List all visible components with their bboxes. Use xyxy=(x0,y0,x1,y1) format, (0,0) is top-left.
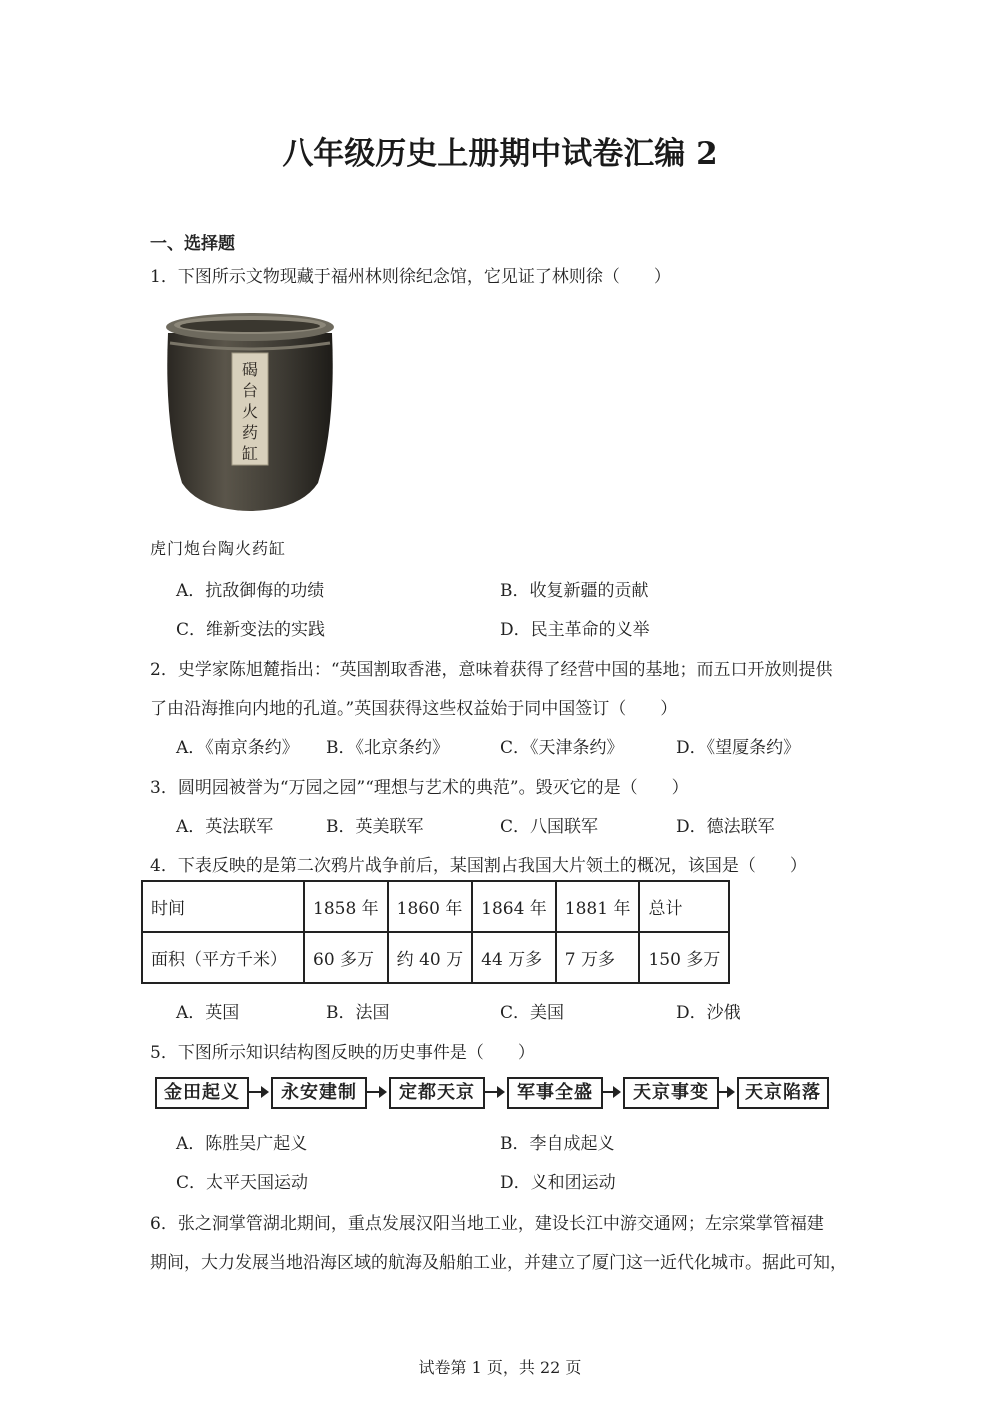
question-4-stem: 4．下表反映的是第二次鸦片战争前后，某国割占我国大片领土的概况，该国是（ ） xyxy=(150,856,807,876)
flow-step: 定都天京 xyxy=(389,1077,485,1109)
q5-option-d[interactable]: D．义和团运动 xyxy=(500,1173,616,1193)
question-2-stem-line2: 了由沿海推向内地的孔道。”英国获得这些权益始于同中国签订（ ） xyxy=(150,699,678,719)
flow-step: 永安建制 xyxy=(271,1077,367,1109)
q3-option-d[interactable]: D．德法联军 xyxy=(676,817,775,837)
q3-option-b[interactable]: B．英美联军 xyxy=(326,817,424,837)
arrow-right-icon xyxy=(367,1091,385,1093)
q1-option-b[interactable]: B．收复新疆的贡献 xyxy=(500,581,649,601)
flow-step: 军事全盛 xyxy=(507,1077,603,1109)
table-row xyxy=(142,932,729,983)
table-cell: 1860 年 xyxy=(388,881,472,932)
q5-option-c[interactable]: C．太平天国运动 xyxy=(176,1173,309,1193)
q1-option-c[interactable]: C．维新变法的实践 xyxy=(176,620,326,640)
flow-step: 天京陷落 xyxy=(737,1077,829,1109)
table-cell: 1881 年 xyxy=(556,881,640,932)
table-cell: 1864 年 xyxy=(472,881,556,932)
q4-option-b[interactable]: B．法国 xyxy=(326,1003,390,1023)
question-3-stem: 3．圆明园被誉为“万园之园”“理想与艺术的典范”。毁灭它的是（ ） xyxy=(150,778,689,798)
table-cell: 7 万多 xyxy=(556,932,640,983)
question-6-stem-line1: 6．张之洞掌管湖北期间，重点发展汉阳当地工业，建设长江中游交通网；左宗棠掌管福建 xyxy=(150,1214,824,1234)
figure-caption: 虎门炮台陶火药缸 xyxy=(150,539,287,558)
jar-label-text xyxy=(242,360,258,463)
table-cell: 1858 年 xyxy=(304,881,388,932)
page-title: 八年级历史上册期中试卷汇编 2 xyxy=(282,136,718,172)
q1-option-a[interactable]: A．抗敌御侮的功绩 xyxy=(176,581,325,601)
q2-option-d[interactable]: D．《望厦条约》 xyxy=(676,738,801,758)
table-cell: 总计 xyxy=(639,881,729,932)
question-5-stem: 5．下图所示知识结构图反映的历史事件是（ ） xyxy=(150,1043,535,1063)
question-6-stem-line2: 期间，大力发展当地沿海区域的航海及船舶工业，并建立了厦门这一近代化城市。据此可知， xyxy=(150,1253,847,1273)
flow-step: 天京事变 xyxy=(623,1077,719,1109)
q1-option-d[interactable]: D．民主革命的义举 xyxy=(500,620,650,640)
q3-option-a[interactable]: A．英法联军 xyxy=(176,817,274,837)
q2-option-a[interactable]: A．《南京条约》 xyxy=(176,738,299,758)
q2-option-c[interactable]: C．《天津条约》 xyxy=(500,738,624,758)
q2-option-b[interactable]: B．《北京条约》 xyxy=(326,738,449,758)
q4-option-c[interactable]: C．美国 xyxy=(500,1003,565,1023)
arrow-right-icon xyxy=(249,1091,267,1093)
table-cell: 时间 xyxy=(142,881,304,932)
table-cell: 60 多万 xyxy=(304,932,388,983)
arrow-right-icon xyxy=(603,1091,619,1093)
arrow-right-icon xyxy=(719,1091,733,1093)
table-cell: 约 40 万 xyxy=(388,932,472,983)
question-2-stem-line1: 2．史学家陈旭麓指出：“英国割取香港，意味着获得了经营中国的基地；而五口开放则提供 xyxy=(150,660,833,680)
arrow-right-icon xyxy=(485,1091,503,1093)
q3-option-c[interactable]: C．八国联军 xyxy=(500,817,599,837)
flow-step: 金田起义 xyxy=(155,1077,249,1109)
q4-option-a[interactable]: A．英国 xyxy=(176,1003,240,1023)
table-cell: 面积（平方千米） xyxy=(142,932,304,983)
question-1-stem: 1．下图所示文物现藏于福州林则徐纪念馆，它见证了林则徐（ ） xyxy=(150,267,671,287)
territory-table xyxy=(141,880,730,984)
svg-text:碣台火药缸: 碣台火药缸 xyxy=(241,360,259,463)
section-heading: 一、选择题 xyxy=(150,234,235,254)
table-header-row xyxy=(142,881,729,932)
q4-option-d[interactable]: D．沙俄 xyxy=(676,1003,741,1023)
gunpowder-jar-image xyxy=(160,305,340,515)
q5-option-a[interactable]: A．陈胜吴广起义 xyxy=(176,1134,308,1154)
table-cell: 44 万多 xyxy=(472,932,556,983)
table-cell: 150 多万 xyxy=(639,932,729,983)
page-footer: 试卷第 1 页，共 22 页 xyxy=(418,1358,582,1377)
q5-option-b[interactable]: B．李自成起义 xyxy=(500,1134,615,1154)
